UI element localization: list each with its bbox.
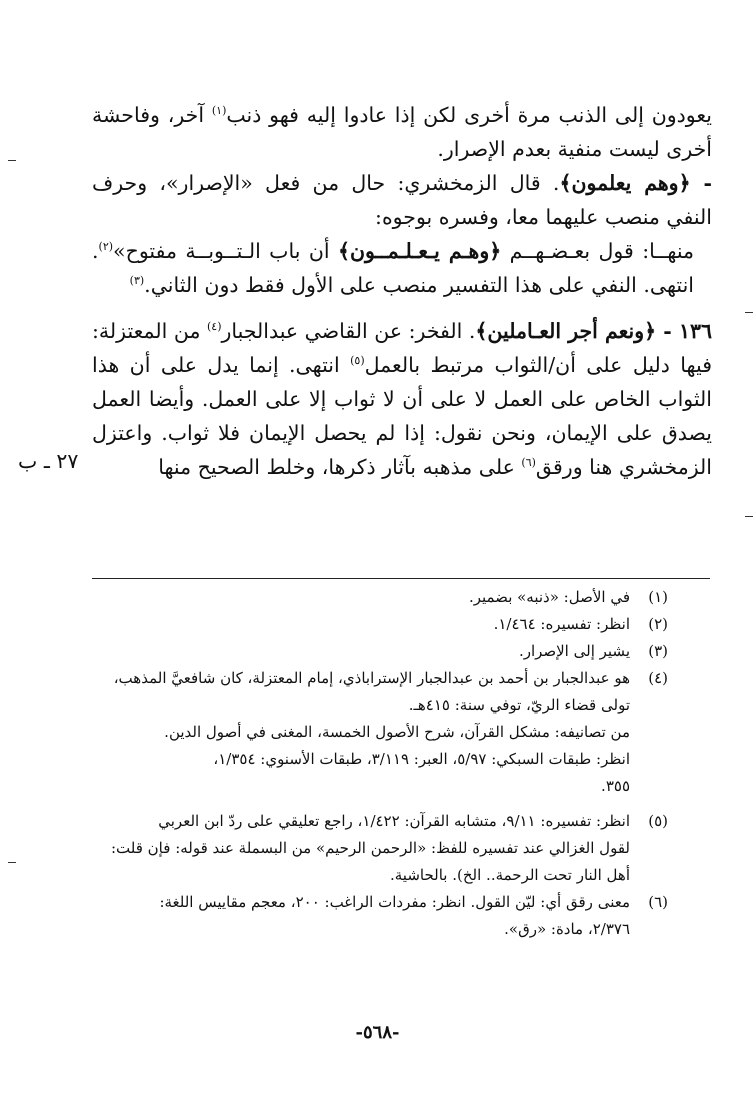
paragraph-3 [92, 234, 712, 302]
text-line: على مذهبه بآثار ذكرها، وخلط الصحيح منها [158, 455, 522, 479]
footnote-divider [92, 578, 710, 579]
footnote [92, 808, 668, 889]
footnote-ref-5: (٥) [350, 354, 365, 368]
text-line: . انتهى. النفي على هذا التفسير منصب على الأول فقط دون [92, 239, 694, 297]
text-line: مفتوح» [113, 239, 177, 263]
footnote-line: انظر: تفسيره: ١/٤٦٤. [493, 615, 630, 633]
verse-heading: ١٣٦ - ﴿ونعم أجر العـاملين﴾ [475, 319, 712, 343]
scan-edge-mark [8, 160, 16, 161]
footnote-body [92, 665, 630, 800]
paragraph-1 [92, 98, 712, 166]
footnote-line: من تصانيفه: مشكل القرآن، شرح الأصول الخمسة، المغنى في أصول الدين. [164, 723, 630, 741]
text-line: العمل يصدق على الإيمان، ونحن نقول: إذا لم يحصل الإيمان فلا ثواب. [92, 387, 712, 445]
footnote-ref-2: (٢) [98, 240, 114, 254]
footnote-body [92, 611, 630, 638]
text-line: المعتزلة: فيها دليل على أن/الثواب مرتبط بالعمل [92, 319, 712, 377]
footnote-body [92, 808, 630, 889]
footnote-ref-6: (٦) [521, 456, 536, 470]
footnote-line: ٣٥٥. [601, 777, 630, 795]
text-line: . قال الزمخشري: حال من فعل «الإصرار»، وحرف [92, 171, 560, 195]
footnotes-section [92, 584, 668, 943]
footnote-number: (٦) [648, 893, 668, 911]
text-line: آخر، وفاحشة [92, 103, 212, 127]
text-line: أن هذا الثواب الخاص على العمل لا على أن لا ثواب إلا على العمل. وأيضا [92, 353, 712, 411]
text-line: منهــا: قول بعـضـهــم [501, 239, 694, 263]
footnote [92, 889, 668, 943]
footnote-line: في الأصل: «ذنبه» بضمير. [468, 588, 630, 606]
text-line: . الفخر: عن القاضي عبدالجبار [221, 319, 476, 343]
footnote-line: يشير إلى الإصرار. [518, 642, 630, 660]
quran-quote: ﴿وهـم يـعـلـمــون﴾ [337, 239, 502, 263]
footnote-line: لقول الغزالي عند تفسيره للفظ: «الرحمن الرحيم» من البسملة عند قوله: فإن قلت: [110, 839, 630, 857]
text-line: من [173, 319, 207, 343]
paragraph-4 [92, 314, 712, 484]
text-line: الثاني. [144, 273, 198, 297]
text-line: النفي منصب عليهما معا، وفسره بوجوه: [375, 205, 712, 229]
footnote-line: أهل النار تحت الرحمة.. الخ). بالحاشية. [390, 866, 630, 884]
manuscript-folio-note: ٢٧ ـ ب [18, 449, 79, 473]
text-line: أن باب الـتــوبــة [185, 239, 338, 263]
footnote-number: (١) [648, 588, 668, 606]
text-line: أخرى ليست منفية بعدم الإصرار. [437, 137, 712, 161]
paragraph-2 [92, 166, 712, 234]
footnote [92, 665, 668, 800]
footnote-line: هو عبدالجبار بن أحمد بن عبدالجبار الإستراباذي، إمام المعتزلة، كان شافعيَّ المذهب، [113, 669, 630, 687]
footnote [92, 638, 668, 665]
quran-quote: - ﴿وهم يعلمون﴾ [559, 171, 712, 195]
footnote-line: ٢/٣٧٦، مادة: «رق». [504, 920, 630, 938]
footnote-number: (٣) [648, 642, 668, 660]
footnote-line: انظر: تفسيره: ٩/١١، متشابه القرآن: ١/٤٢٢، راجع تعليقي على ردّ ابن العربي [158, 812, 630, 830]
footnote-line: تولى قضاء الريّ، توفي سنة: ٤١٥هـ. [408, 696, 630, 714]
footnote-line: معنى رقق أي: ليّن القول. انظر: مفردات الراغب: ٢٠٠، معجم مقاييس اللغة: [159, 893, 630, 911]
footnote-body [92, 584, 630, 611]
scan-edge-mark [745, 516, 753, 517]
footnote-number: (٥) [648, 812, 668, 830]
footnote-ref-3: (٣) [129, 274, 145, 288]
footnote-line: انظر: طبقات السبكي: ٥/٩٧، العبر: ٣/١١٩، طبقات الأسنوي: ١/٣٥٤، [213, 750, 630, 768]
footnote [92, 611, 668, 638]
footnote-ref-1: (١) [211, 104, 227, 118]
text-line: انتهى. إنما يدل على [160, 353, 351, 377]
text-line: واعتزل الزمخشري هنا ورقق [92, 421, 712, 479]
main-text-block [92, 98, 712, 484]
page-number: -٥٦٨- [355, 1022, 400, 1043]
footnote-body [92, 889, 630, 943]
scan-edge-mark [8, 862, 16, 863]
footnote [92, 584, 668, 611]
footnote-number: (٤) [648, 669, 668, 687]
footnote-body [92, 638, 630, 665]
text-line: يعودون إلى الذنب مرة أخرى لكن إذا عادوا إليه فهو ذنب [226, 103, 712, 127]
scan-edge-mark [745, 312, 753, 313]
footnote-number: (٢) [648, 615, 668, 633]
footnote-ref-4: (٤) [206, 320, 222, 334]
